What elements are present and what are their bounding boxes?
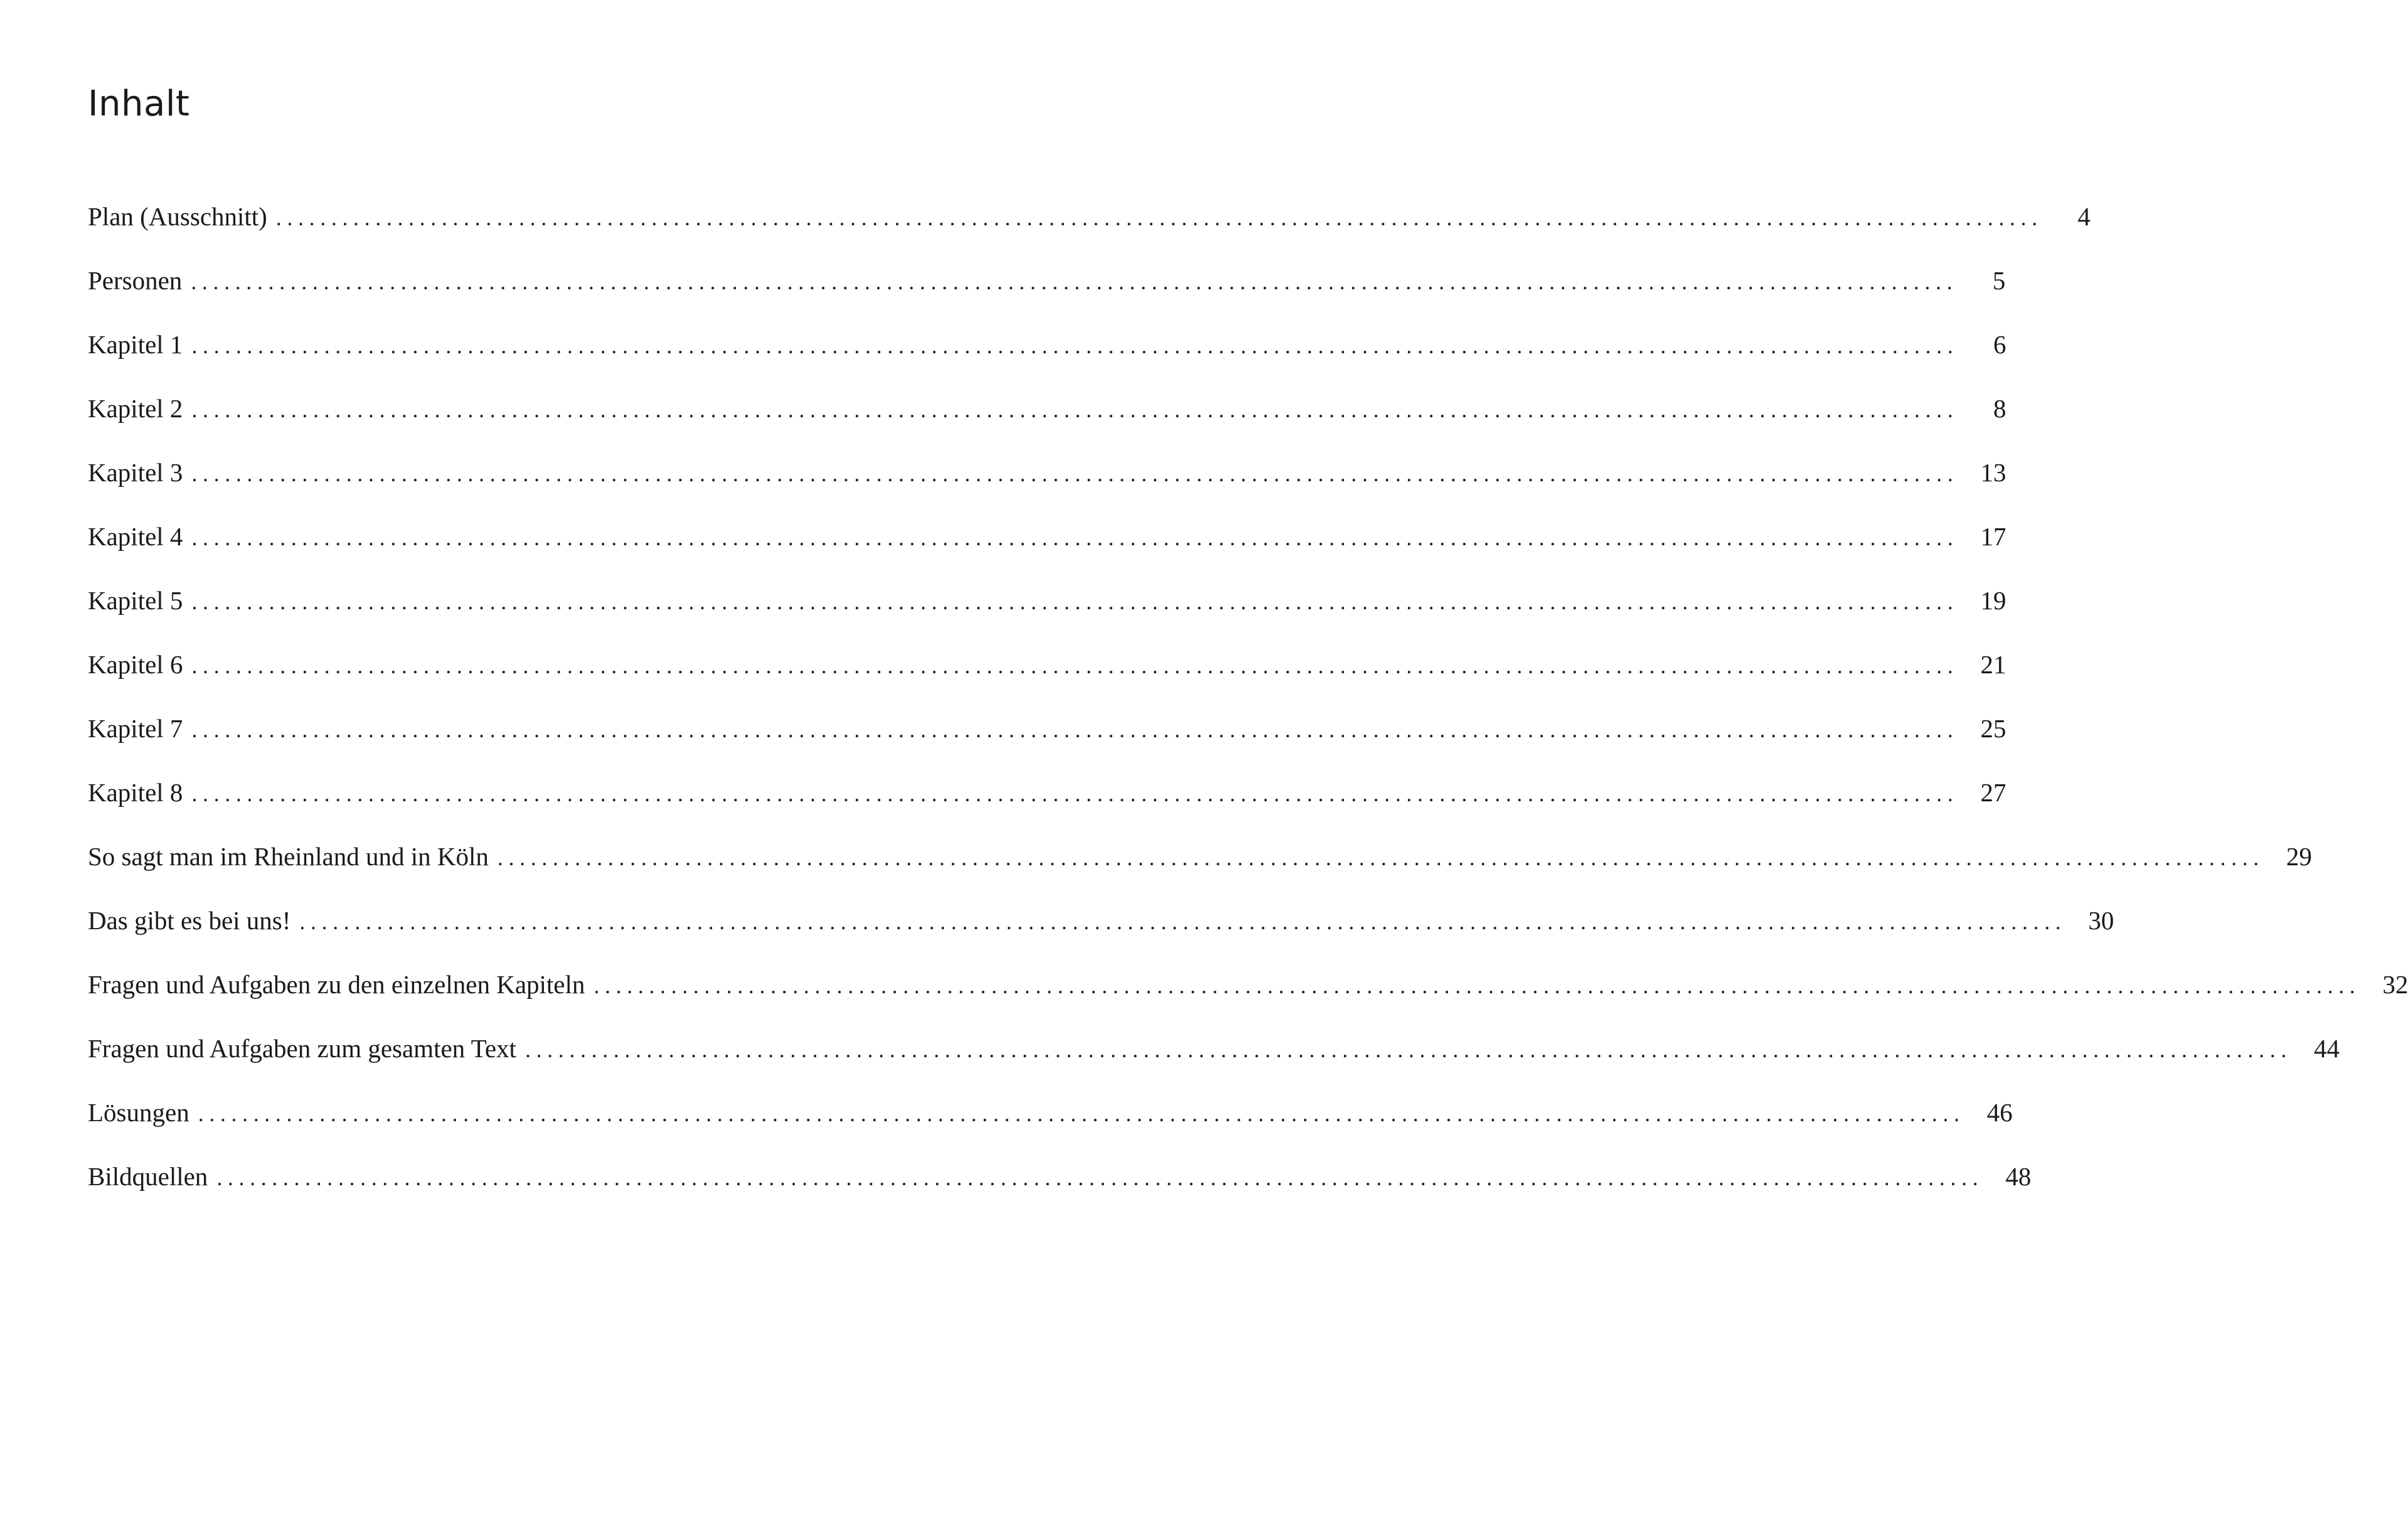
toc-entry-kapitel-6 [88,646,2006,710]
toc-entry-das-gibt-es [88,902,2114,966]
toc-entry-page-number: 27 [1980,778,2006,807]
toc-entry-kapitel-1 [88,326,2006,390]
toc-entry-page-number: 4 [2077,202,2091,231]
toc-entry-kapitel-5 [88,582,2006,646]
leader-dots: ................................................................................................................................................................ [191,397,1959,422]
toc-entry-page-number: 46 [1986,1098,2013,1127]
toc-entry-plan [88,198,2091,262]
toc-entry-kapitel-2 [88,390,2006,454]
toc-entry-fragen-kapiteln [88,966,2408,1030]
toc-entry-kapitel-3 [88,454,2006,518]
toc-entry-label: Personen [88,266,183,295]
leader-dots: ................................................................................................................................................................ [216,1165,1984,1190]
toc-entry-page-number: 5 [1992,266,2006,295]
toc-entry-page-number: 6 [1993,330,2006,359]
toc-entry-page-number: 8 [1993,394,2006,423]
leader-dots: ................................................................................................................................................................ [275,205,2043,230]
toc-entry-label: Kapitel 5 [88,586,183,615]
toc-entry-page-number: 44 [2313,1034,2340,1063]
leader-dots: ................................................................................................................................................................ [191,333,1959,358]
leader-dots: ................................................................................................................................................................ [191,461,1959,486]
leader-dots: ................................................................................................................................................................ [299,909,2067,934]
toc-entry-label: Kapitel 7 [88,714,183,743]
toc-entry-label: Fragen und Aufgaben zum gesamten Text [88,1034,516,1063]
leader-dots: ................................................................................................................................................................ [191,653,1959,678]
toc-entry-label: So sagt man im Rheinland und in Köln [88,842,489,871]
toc-entry-kapitel-4 [88,518,2006,582]
leader-dots: ................................................................................................................................................................ [191,525,1959,550]
toc-entry-kapitel-7 [88,710,2006,774]
toc-entry-label: Kapitel 8 [88,778,183,807]
leader-dots: ................................................................................................................................................................ [191,269,1958,294]
toc-entry-label: Lösungen [88,1098,189,1127]
table-of-contents [88,198,2408,1222]
toc-entry-rheinland [88,838,2312,902]
leader-dots: ................................................................................................................................................................ [525,1037,2292,1062]
toc-entry-page-number: 17 [1980,522,2006,551]
toc-entry-page-number: 29 [2286,842,2312,871]
toc-entry-page-number: 13 [1980,458,2006,487]
toc-entry-page-number: 48 [2005,1162,2032,1191]
toc-entry-label: Kapitel 2 [88,394,183,423]
leader-dots: ................................................................................................................................................................ [191,589,1959,614]
toc-entry-label: Fragen und Aufgaben zu den einzelnen Kapiteln [88,970,585,999]
toc-entry-fragen-gesamt [88,1030,2340,1094]
toc-entry-label: Kapitel 3 [88,458,183,487]
toc-entry-personen [88,262,2006,326]
toc-entry-page-number: 30 [2088,906,2114,935]
toc-entry-page-number: 19 [1980,586,2006,615]
toc-entry-label: Kapitel 1 [88,330,183,359]
toc-entry-label: Plan (Ausschnitt) [88,202,267,231]
page-title: Inhalt [88,83,190,124]
leader-dots: ................................................................................................................................................................ [198,1101,1965,1126]
toc-entry-page-number: 25 [1980,714,2006,743]
toc-entry-page-number: 32 [2382,970,2408,999]
toc-entry-label: Kapitel 4 [88,522,183,551]
toc-entry-label: Das gibt es bei uns! [88,906,291,935]
toc-entry-label: Bildquellen [88,1162,208,1191]
toc-entry-kapitel-8 [88,774,2006,838]
toc-entry-label: Kapitel 6 [88,650,183,679]
leader-dots: ................................................................................................................................................................ [191,717,1959,742]
toc-entry-bildquellen [88,1158,2032,1222]
toc-entry-page-number: 21 [1980,650,2006,679]
leader-dots: ................................................................................................................................................................ [497,845,2264,870]
toc-entry-loesungen [88,1094,2013,1158]
leader-dots: ................................................................................................................................................................ [594,973,2361,998]
leader-dots: ................................................................................................................................................................ [191,781,1959,806]
